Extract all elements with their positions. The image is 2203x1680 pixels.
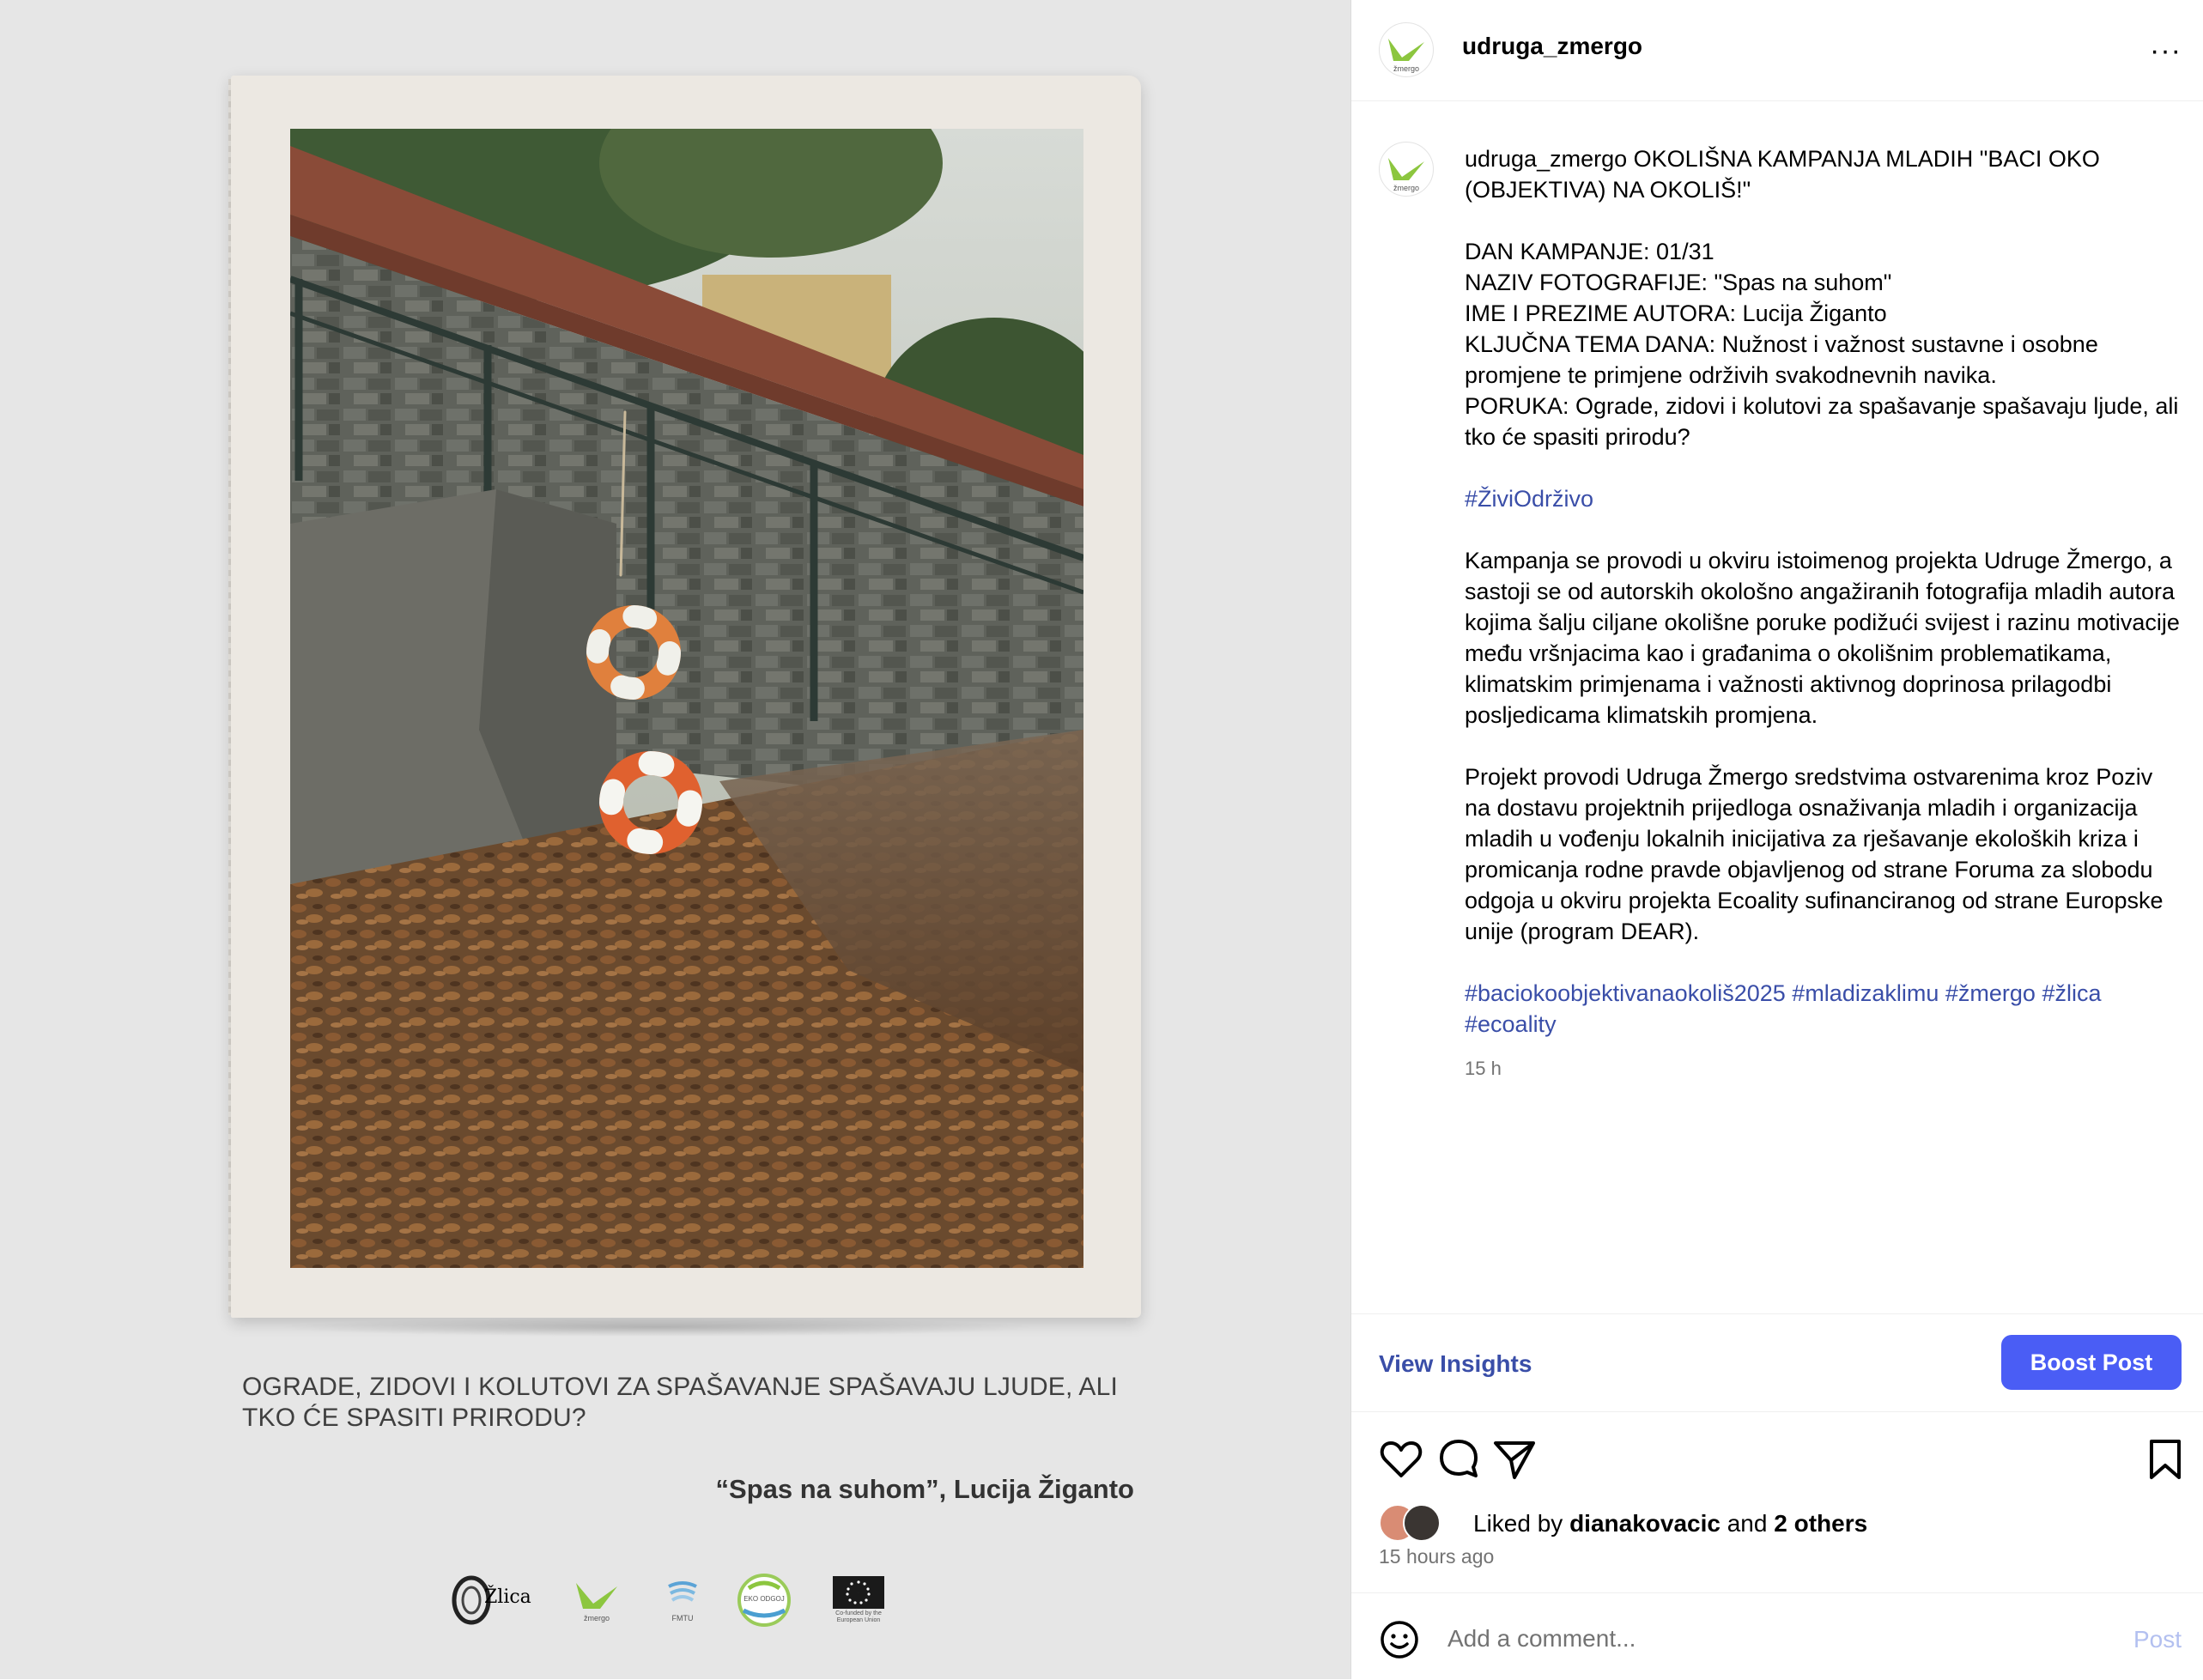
author-username[interactable]: udruga_zmergo (1462, 33, 1642, 60)
caption-paragraph-project: Projekt provodi Udruga Žmergo sredstvima ostvarenima kroz Poziv na dostavu projektnih prijedloga osnaživanja mladih i organizacija mladih u vođenju lokalnih inicijativa za rješavanje ekoloških kriza i promicanja rodne pravde objavljenog od strane Foruma za slobodu odgoja u okviru projekta Ecoality sufinanciranog od strane Europske unije (program DEAR). (1465, 761, 2182, 947)
zmergo-logo-label: žmergo (584, 1614, 610, 1622)
liker-avatar[interactable] (1403, 1504, 1441, 1542)
more-options-icon[interactable]: ··· (2150, 34, 2182, 68)
likes-text (1473, 1510, 1867, 1537)
lifebuoy-photo-illustration (290, 129, 1083, 1268)
zmergo-avatar-icon (1380, 143, 1433, 196)
hashtag[interactable]: #ecoality (1465, 1011, 1557, 1037)
eu-flag-logo-label: Co-funded by the European Union (824, 1610, 893, 1624)
heart-icon[interactable] (1377, 1434, 1425, 1483)
caption-line-message: PORUKA: Ograde, zidovi i kolutovi za spašavanje spašavaju ljude, ali tko će spasiti prirodu? (1465, 391, 2182, 452)
view-insights-link[interactable]: View Insights (1379, 1350, 1532, 1378)
eko-odgoj-logo-label: EKO ODGOJ (743, 1595, 785, 1603)
caption-heading (1465, 143, 2182, 205)
eu-flag-logo (824, 1569, 893, 1631)
share-icon[interactable] (1490, 1434, 1538, 1483)
caption-line-theme: KLJUČNA TEMA DANA: Nužnost i važnost sustavne i osobne promjene te primjene održivih svakodnevnih navika. (1465, 329, 2182, 391)
comment-input[interactable] (1446, 1617, 2050, 1660)
likes-and: and (1727, 1510, 1768, 1537)
svg-text:žmergo: žmergo (1393, 184, 1419, 192)
caption-text (1465, 143, 2182, 1084)
fmtu-logo (652, 1569, 713, 1631)
post-sidebar (1350, 0, 2203, 1679)
caption-line-author: IME I PREZIME AUTORA: Lucija Žiganto (1465, 298, 2182, 329)
action-bar (1351, 1410, 2203, 1505)
post-photo (290, 129, 1083, 1268)
paper-shadow (275, 1318, 1039, 1337)
boost-post-button[interactable]: Boost Post (2001, 1335, 2182, 1390)
caption-username[interactable]: udruga_zmergo (1465, 146, 1627, 172)
likes-others-link[interactable]: 2 others (1774, 1510, 1867, 1537)
caption-line-photo-name: NAZIV FOTOGRAFIJE: "Spas na suhom" (1465, 267, 2182, 298)
caption-hashtags (1465, 978, 2182, 1040)
zlica-logo (446, 1569, 541, 1631)
photo-caption: OGRADE, ZIDOVI I KOLUTOVI ZA SPAŠAVANJE SPAŠAVAJU LJUDE, ALI TKO ĆE SPASITI PRIRODU? (242, 1372, 1135, 1434)
fmtu-logo-label: FMTU (672, 1614, 694, 1622)
zmergo-avatar-icon (1380, 23, 1433, 76)
caption-author-avatar[interactable] (1379, 142, 1434, 197)
hashtag[interactable]: #mladizaklimu (1792, 980, 1939, 1006)
comment-bar (1351, 1592, 2203, 1680)
insights-bar (1351, 1313, 2203, 1412)
partner-logos (446, 1569, 893, 1631)
photo-credit: “Spas na suhom”, Lucija Žiganto (716, 1474, 1134, 1505)
post-comment-button[interactable]: Post (2133, 1626, 2182, 1653)
caption-paragraph-campaign: Kampanja se provodi u okviru istoimenog projekta Udruge Žmergo, a sastoji se od autorskih okološno angažiranih fotografija mladih autora kojima šalju ciljane okolišne poruke podižući svijest i razinu motivacije među vršnjacima kao i građanima o okolišnim problematikama, klimatskim primjenama i važnosti aktivnog doprinosa prilagodbi posljedicama klimatskih promjena. (1465, 545, 2182, 731)
caption-section (1351, 100, 2203, 1313)
comment-icon[interactable] (1435, 1434, 1483, 1483)
emoji-icon[interactable] (1379, 1619, 1420, 1660)
likes-prefix: Liked by (1473, 1510, 1563, 1537)
zlica-logo-label: Žlica (484, 1586, 531, 1608)
caption-line-day: DAN KAMPANJE: 01/31 (1465, 236, 2182, 267)
post-time-ago[interactable]: 15 hours ago (1379, 1545, 1494, 1568)
bookmark-icon[interactable] (2141, 1434, 2189, 1483)
author-avatar[interactable] (1379, 22, 1434, 77)
caption-timestamp[interactable]: 15 h (1465, 1053, 2182, 1084)
hashtag-zivi-odrzivo[interactable]: #ŽiviOdrživo (1465, 486, 1593, 512)
hashtag[interactable]: #žmergo (1945, 980, 2036, 1006)
liker-username[interactable]: dianakovacic (1569, 1510, 1721, 1537)
svg-text:žmergo: žmergo (1393, 64, 1419, 73)
hashtag[interactable]: #baciokoobjektivanaokoliš2025 (1465, 980, 1786, 1006)
hashtag[interactable]: #žlica (2042, 980, 2101, 1006)
zmergo-logo (567, 1569, 627, 1631)
caption-title: OKOLIŠNA KAMPANJA MLADIH "BACI OKO (OBJEKTIVA) NA OKOLIŠ!" (1465, 146, 2100, 203)
eko-odgoj-logo (730, 1569, 798, 1631)
post-header (1351, 0, 2203, 101)
